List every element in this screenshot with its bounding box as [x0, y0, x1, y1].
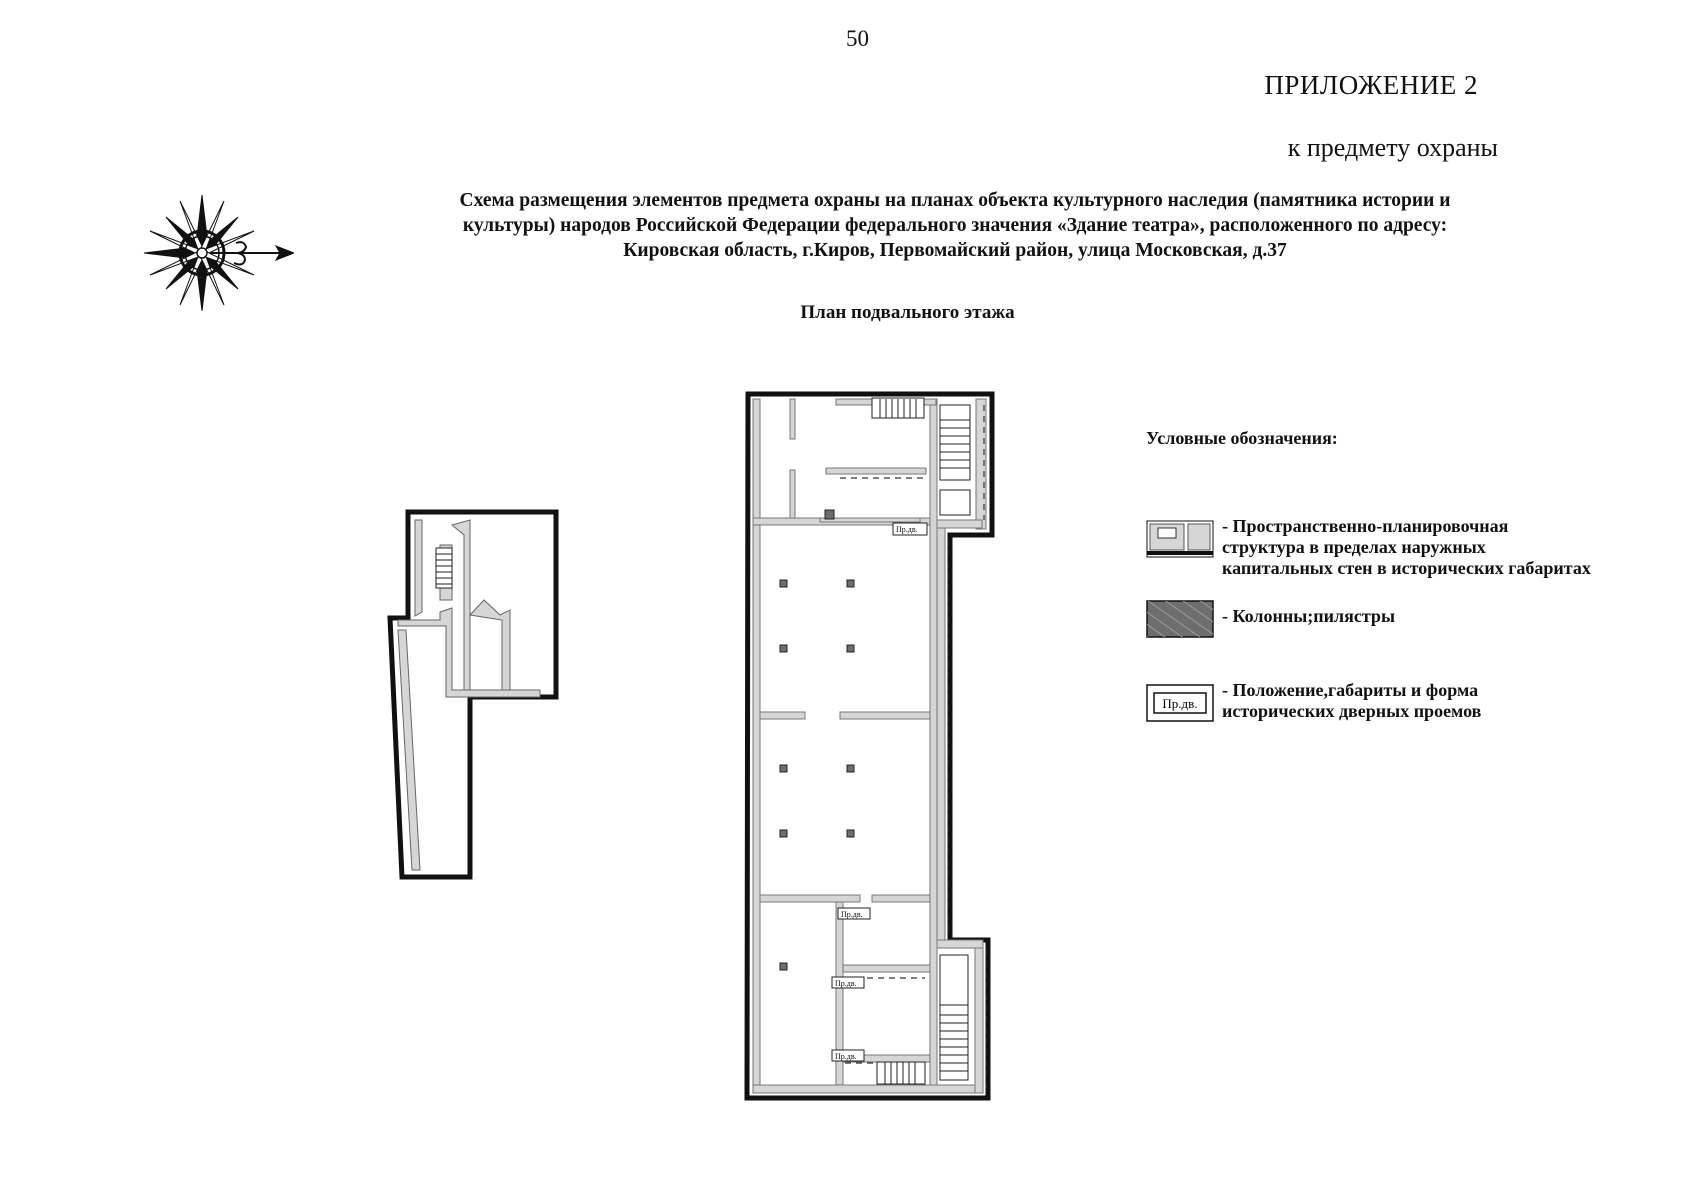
main-building-plan: [747, 394, 992, 1098]
appendix-title: ПРИЛОЖЕНИЕ 2: [1264, 70, 1478, 100]
legend-label: - Колонны;пилястры: [1222, 606, 1395, 626]
page-number: 50: [846, 26, 869, 51]
doorway-swatch-label: Пр.дв.: [1162, 696, 1198, 711]
plan-title: План подвального этажа: [800, 302, 1015, 323]
heading-line-1: Схема размещения элементов предмета охраны на планах объекта культурного наследия (памятника истории и: [459, 190, 1451, 211]
appendix-subtitle: к предмету охраны: [1287, 133, 1498, 162]
legend-label: - Пространственно-планировочная структура в пределах наружных капитальных стен в исторических габаритах: [1222, 516, 1591, 578]
legend-title: Условные обозначения:: [1146, 428, 1338, 448]
doorway-swatch: [1146, 684, 1214, 722]
heading-line-3: Кировская область, г.Киров, Первомайский район, улица Московская, д.37: [623, 240, 1287, 261]
door-label: Пр.дв.: [835, 1052, 857, 1061]
columns-swatch: [1146, 600, 1214, 638]
annex-building-plan: [390, 512, 556, 877]
heading-line-2: культуры) народов Российской Федерации федерального значения «Здание театра», расположенного по адресу:: [462, 215, 1448, 236]
door-label: Пр.дв.: [896, 525, 918, 534]
legend-label: - Положение,габариты и форма исторических дверных проемов: [1222, 680, 1482, 721]
planning-structure-swatch: [1146, 520, 1214, 558]
door-label: Пр.дв.: [835, 979, 857, 988]
door-label: Пр.дв.: [841, 910, 863, 919]
stair-annex: [436, 548, 452, 588]
